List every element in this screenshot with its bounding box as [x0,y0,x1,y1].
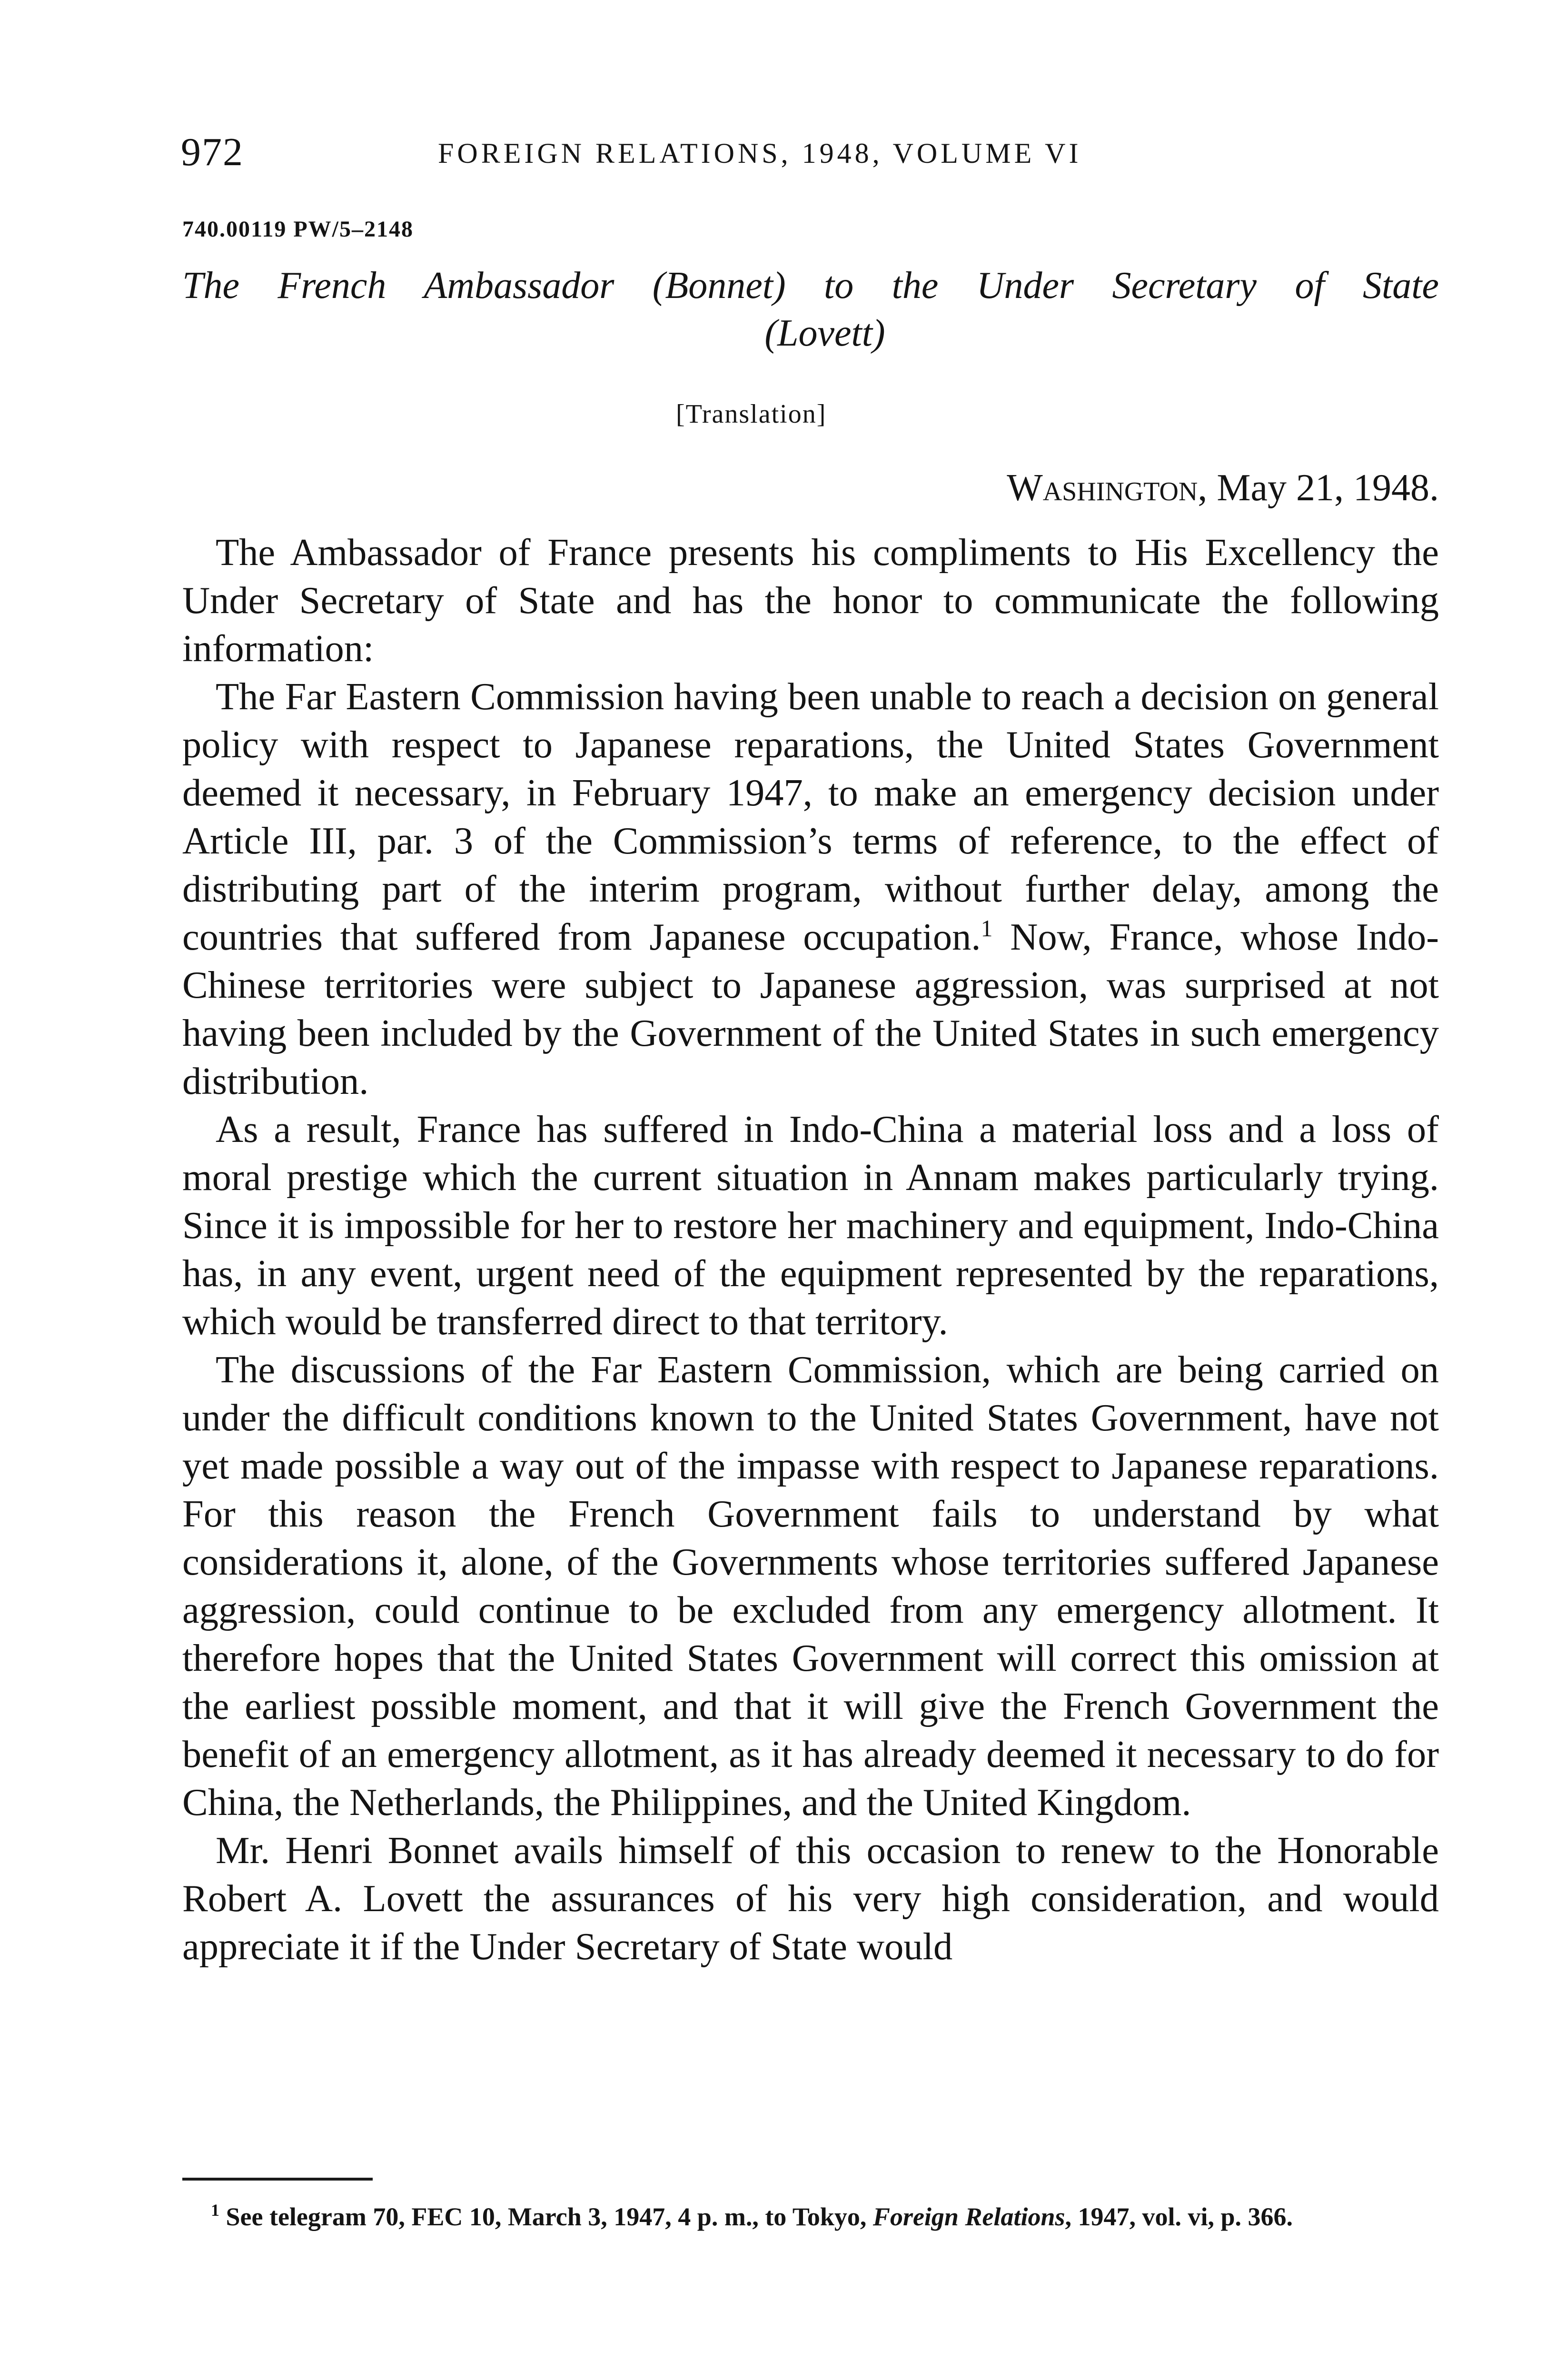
dateline-date: , May 21, 1948. [1198,467,1439,509]
document-title-line-1: The French Ambassador (Bonnet) to the Under Secretary of State [182,265,1439,307]
journal-title: FOREIGN RELATIONS, 1948, VOLUME VI [438,138,1082,169]
paragraph-4: The discussions of the Far Eastern Commission, which are being carried on under the difficult conditions known to the United States Government, have not yet made possible a way out of the impasse with respect to Japanese reparations. For this reason the French Government fails to understand by what considerations it, alone, of the Governments whose territories suffered Japanese aggression, could continue to be excluded from any emergency allotment. It therefore hopes that the United States Government will correct this omission at the earliest possible moment, and that it will give the French Government the benefit of an emergency allotment, as it has already deemed it necessary to do for China, the Netherlands, the Philippines, and the United Kingdom. [182,1349,1439,1824]
footnote-source-title: Foreign Relations [872,2202,1065,2231]
paragraph-5: Mr. Henri Bonnet avails himself of this occasion to renew to the Honorable Robert A. Lovett the assurances of his very high consideration, and would appreciate it if the Under Secretary of State would [182,1829,1439,1968]
letter-body [182,528,1439,1971]
dateline [182,464,1439,512]
footnote-divider [182,2178,373,2181]
file-number: 740.00119 PW/5–2148 [182,217,414,242]
dateline-place: Washington [1007,467,1198,509]
footnote-text-a: See telegram 70, FEC 10, March 3, 1947, 4 p. m., to Tokyo, [219,2202,873,2231]
translation-note: [Translation] [676,399,827,429]
paragraph-2-part-b: Now, France, whose Indo-Chinese territories were subject to Japanese aggression, was surprised at not having been included by the Government of the United States in such emergency distribution. [182,916,1439,1102]
paragraph-3: As a result, France has suffered in Indo-China a material loss and a loss of moral prestige which the current situation in Annam makes particularly trying. Since it is impossible for her to restore her machinery and equipment, Indo-China has, in any event, urgent need of the equipment represented by the reparations, which would be transferred direct to that territory. [182,1108,1439,1343]
paragraph-2-part-a: The Far Eastern Commission having been unable to reach a decision on general policy with respect to Japanese reparations, the United States Government deemed it necessary, in February 1947, to make an emergency decision under Article III, par. 3 of the Commission’s terms of reference, to the effect of distributing part of the interim program, without further delay, among the countries that suffered from Japanese occupation. [182,675,1439,958]
paragraph-2 [182,673,1439,1105]
document-title-line-2: (Lovett) [764,312,885,354]
running-head [181,129,1437,176]
footnote [182,2199,1439,2234]
footnote-reference[interactable]: 1 [981,915,993,942]
footnote-number: 1 [211,2201,219,2220]
document-title [182,262,1439,357]
page-number: 972 [181,130,244,174]
footnote-text-b: , 1947, vol. vi, p. 366. [1065,2202,1293,2231]
paragraph-1: The Ambassador of France presents his compliments to His Excellency the Under Secretary of State and has the honor to communicate the following information: [182,531,1439,670]
